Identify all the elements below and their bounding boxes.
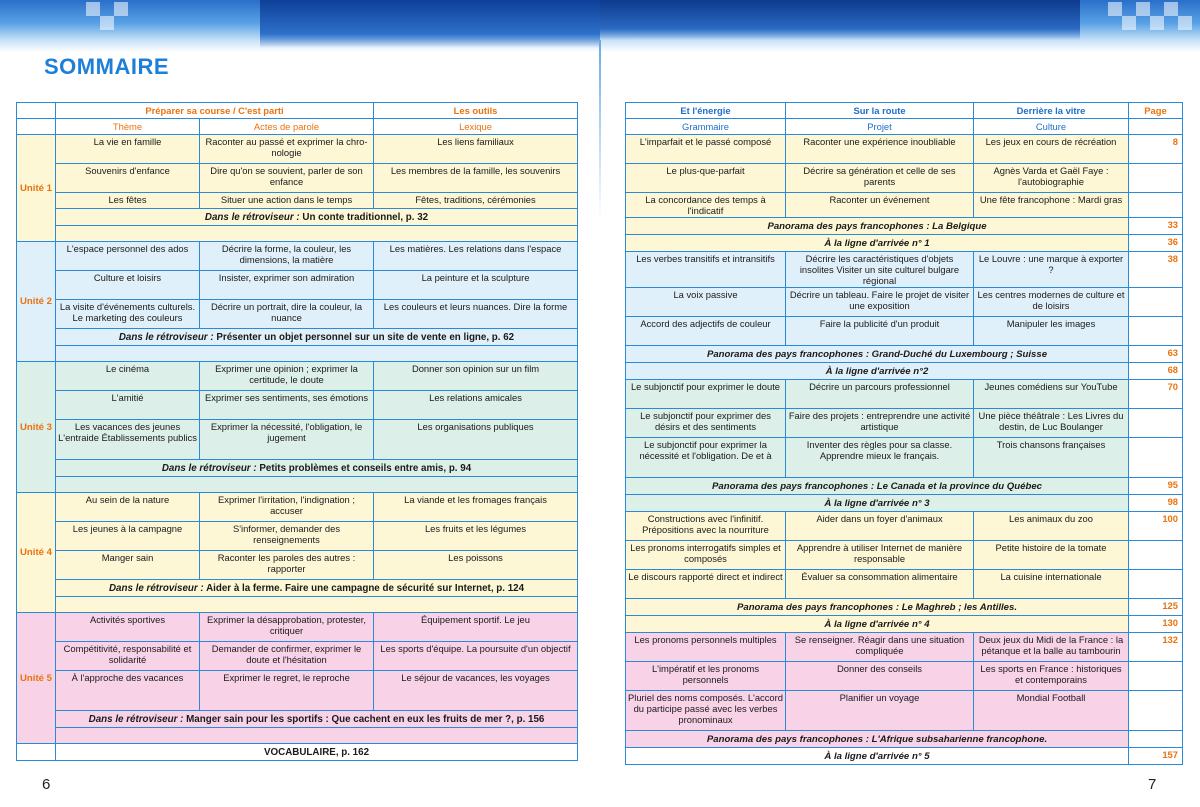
page-number: 157: [1129, 748, 1183, 765]
table-cell: Les animaux du zoo: [974, 512, 1129, 541]
col-header: Derrière la vitre: [974, 103, 1129, 119]
panorama-row: Panorama des pays francophones : Grand-Duché du Luxembourg ; Suisse: [626, 346, 1129, 363]
table-cell: Les jeunes à la campagne: [56, 522, 200, 551]
panorama-row: Panorama des pays francophones : Le Maghreb ; les Antilles.: [626, 599, 1129, 616]
page-number: 63: [1129, 346, 1183, 363]
col-header: Et l'énergie: [626, 103, 786, 119]
table-cell: Évaluer sa consommation alimentaire: [786, 570, 974, 599]
table-cell: Manipuler les images: [974, 317, 1129, 346]
table-cell: Trois chansons françaises: [974, 438, 1129, 478]
table-cell: Agnès Varda et Gaël Faye : l'autobiographie: [974, 164, 1129, 193]
table-cell: Se renseigner. Réagir dans une situation compliquée: [786, 633, 974, 662]
panorama-row: Panorama des pays francophones : La Belgique: [626, 218, 1129, 235]
table-cell: Aider dans un foyer d'animaux: [786, 512, 974, 541]
table-cell: Culture et loisirs: [56, 271, 200, 300]
panorama-row: Panorama des pays francophones : L'Afrique subsaharienne francophone.: [626, 731, 1129, 748]
page-number: 130: [1129, 616, 1183, 633]
page-number: [1129, 731, 1183, 748]
retro-row: Dans le rétroviseur : Aider à la ferme. Faire une campagne de sécurité sur Internet, p. 124: [56, 580, 578, 597]
table-cell: Raconter une expérience inoubliable: [786, 135, 974, 164]
table-cell: Le discours rapporté direct et indirect: [626, 570, 786, 599]
table-cell: À l'approche des vacances: [56, 671, 200, 711]
table-cell: Insister, exprimer son admiration: [200, 271, 374, 300]
table-cell: Au sein de la nature: [56, 493, 200, 522]
table-cell: Les relations amicales: [374, 391, 578, 420]
table-cell: Les vacances des jeunes L'entraide Établissements publics: [56, 420, 200, 460]
unit-label: Unité 2: [17, 242, 56, 362]
col-subheader: Actes de parole: [200, 119, 374, 135]
table-cell: Inventer des règles pour sa classe. Apprendre mieux le français.: [786, 438, 974, 478]
col-header: Sur la route: [786, 103, 974, 119]
col-subheader: Culture: [974, 119, 1129, 135]
page-number: 98: [1129, 495, 1183, 512]
table-cell: L'impératif et les pronoms personnels: [626, 662, 786, 691]
table-cell: Faire la publicité d'un produit: [786, 317, 974, 346]
page-number: 95: [1129, 478, 1183, 495]
table-cell: Le subjonctif pour exprimer le doute: [626, 380, 786, 409]
col-subheader: Thème: [56, 119, 200, 135]
unit-label: Unité 1: [17, 135, 56, 242]
table-cell: L'imparfait et le passé composé: [626, 135, 786, 164]
table-cell: Apprendre à utiliser Internet de manière responsable: [786, 541, 974, 570]
table-cell: Les pronoms interrogatifs simples et composés: [626, 541, 786, 570]
table-cell: Les sports en France : historiques et contemporains: [974, 662, 1129, 691]
retro-row: Dans le rétroviseur : Présenter un objet personnel sur un site de vente en ligne, p. 62: [56, 329, 578, 346]
col-header: Préparer sa course / C'est parti: [56, 103, 374, 119]
table-cell: Mondial Football: [974, 691, 1129, 731]
arrivee-row: À la ligne d'arrivée n° 1: [626, 235, 1129, 252]
table-cell: La voix passive: [626, 288, 786, 317]
table-cell: Donner des conseils: [786, 662, 974, 691]
table-cell: Les liens familiaux: [374, 135, 578, 164]
table-cell: Les fruits et les légumes: [374, 522, 578, 551]
arrivee-row: À la ligne d'arrivée n° 5: [626, 748, 1129, 765]
table-cell: Les poissons: [374, 551, 578, 580]
table-cell: Décrire un parcours professionnel: [786, 380, 974, 409]
table-cell: S'informer, demander des renseignements: [200, 522, 374, 551]
table-cell: Constructions avec l'infinitif. Prépositions avec la nourriture: [626, 512, 786, 541]
table-cell: Décrire un tableau. Faire le projet de visiter une exposition: [786, 288, 974, 317]
table-cell: La visite d'événements culturels. Le marketing des couleurs: [56, 300, 200, 329]
unit-label: Unité 5: [17, 613, 56, 744]
vocabulary-row: VOCABULAIRE, p. 162: [56, 744, 578, 761]
table-cell: Planifier un voyage: [786, 691, 974, 731]
table-cell: Exprimer la nécessité, l'obligation, le jugement: [200, 420, 374, 460]
table-cell: Le séjour de vacances, les voyages: [374, 671, 578, 711]
table-cell: Souvenirs d'enfance: [56, 164, 200, 193]
table-cell: Raconter au passé et exprimer la chro-nologie: [200, 135, 374, 164]
table-cell: Activités sportives: [56, 613, 200, 642]
table-cell: Les sports d'équipe. La poursuite d'un objectif: [374, 642, 578, 671]
table-cell: Décrire sa génération et celle de ses parents: [786, 164, 974, 193]
table-cell: La cuisine internationale: [974, 570, 1129, 599]
table-cell: Petite histoire de la tomate: [974, 541, 1129, 570]
right-summary-table: [625, 102, 1183, 765]
table-cell: Les matières. Les relations dans l'espace: [374, 242, 578, 271]
table-cell: Le cinéma: [56, 362, 200, 391]
page-number: 33: [1129, 218, 1183, 235]
col-header-page: Page: [1129, 103, 1183, 119]
page-number: 70: [1129, 380, 1183, 409]
col-subheader: Lexique: [374, 119, 578, 135]
table-cell: Accord des adjectifs de couleur: [626, 317, 786, 346]
table-cell: Exprimer une opinion ; exprimer la certitude, le doute: [200, 362, 374, 391]
page-number: 68: [1129, 363, 1183, 380]
retro-row: Dans le rétroviseur : Petits problèmes et conseils entre amis, p. 94: [56, 460, 578, 477]
table-cell: La concordance des temps à l'indicatif: [626, 193, 786, 218]
retro-row: Dans le rétroviseur : Manger sain pour les sportifs : Que cachent en eux les fruits de mer ?, p. 156: [56, 711, 578, 728]
table-cell: Pluriel des noms composés. L'accord du participe passé avec les verbes pronominaux: [626, 691, 786, 731]
left-summary-table: [16, 102, 578, 761]
table-cell: Les fêtes: [56, 193, 200, 209]
table-cell: Faire des projets : entreprendre une activité artistique: [786, 409, 974, 438]
table-cell: Exprimer le regret, le reproche: [200, 671, 374, 711]
page-title: SOMMAIRE: [44, 54, 169, 79]
table-cell: Le plus-que-parfait: [626, 164, 786, 193]
arrivee-row: À la ligne d'arrivée n° 4: [626, 616, 1129, 633]
col-subheader: Projet: [786, 119, 974, 135]
table-cell: Raconter les paroles des autres : rapporter: [200, 551, 374, 580]
table-cell: Le subjonctif pour exprimer la nécessité et l'obligation. De et à: [626, 438, 786, 478]
table-cell: Les couleurs et leurs nuances. Dire la forme: [374, 300, 578, 329]
table-cell: Les pronoms personnels multiples: [626, 633, 786, 662]
col-subheader: Grammaire: [626, 119, 786, 135]
arrivee-row: À la ligne d'arrivée n°2: [626, 363, 1129, 380]
table-cell: Les jeux en cours de récréation: [974, 135, 1129, 164]
table-cell: Fêtes, traditions, cérémonies: [374, 193, 578, 209]
table-cell: Décrire les caractéristiques d'objets insolites Visiter un site culturel bulgare régional: [786, 252, 974, 288]
table-cell: Demander de confirmer, exprimer le doute et l'hésitation: [200, 642, 374, 671]
unit-label: Unité 3: [17, 362, 56, 493]
table-cell: Les centres modernes de culture et de loisirs: [974, 288, 1129, 317]
table-cell: Le Louvre : une marque à exporter ?: [974, 252, 1129, 288]
page-fold: [599, 40, 601, 220]
table-cell: L'amitié: [56, 391, 200, 420]
page-number-right: 7: [1148, 776, 1157, 793]
retro-row: Dans le rétroviseur : Un conte traditionnel, p. 32: [56, 209, 578, 226]
table-cell: Compétitivité, responsabilité et solidarité: [56, 642, 200, 671]
table-cell: Les organisations publiques: [374, 420, 578, 460]
table-cell: Décrire un portrait, dire la couleur, la nuance: [200, 300, 374, 329]
table-cell: Exprimer la désapprobation, protester, critiquer: [200, 613, 374, 642]
col-header: Les outils: [374, 103, 578, 119]
page-number: 36: [1129, 235, 1183, 252]
page-number: 38: [1129, 252, 1183, 288]
arrivee-row: À la ligne d'arrivée n° 3: [626, 495, 1129, 512]
page-number: 8: [1129, 135, 1183, 164]
table-cell: Les verbes transitifs et intransitifs: [626, 252, 786, 288]
table-cell: Exprimer l'irritation, l'indignation ; accuser: [200, 493, 374, 522]
table-cell: Décrire la forme, la couleur, les dimensions, la matière: [200, 242, 374, 271]
table-cell: L'espace personnel des ados: [56, 242, 200, 271]
table-cell: Les membres de la famille, les souvenirs: [374, 164, 578, 193]
table-cell: Donner son opinion sur un film: [374, 362, 578, 391]
table-cell: Équipement sportif. Le jeu: [374, 613, 578, 642]
table-cell: Jeunes comédiens sur YouTube: [974, 380, 1129, 409]
page-number: 132: [1129, 633, 1183, 662]
table-cell: La vie en famille: [56, 135, 200, 164]
table-cell: Situer une action dans le temps: [200, 193, 374, 209]
table-cell: Une fête francophone : Mardi gras: [974, 193, 1129, 218]
table-cell: La peinture et la sculpture: [374, 271, 578, 300]
unit-label: Unité 4: [17, 493, 56, 613]
table-cell: Une pièce théâtrale : Les Livres du destin, de Luc Boulanger: [974, 409, 1129, 438]
page-number: 100: [1129, 512, 1183, 541]
table-cell: Deux jeux du Midi de la France : la pétanque et la balle au tambourin: [974, 633, 1129, 662]
table-cell: Dire qu'on se souvient, parler de son enfance: [200, 164, 374, 193]
table-cell: La viande et les fromages français: [374, 493, 578, 522]
table-cell: Manger sain: [56, 551, 200, 580]
page-number-left: 6: [42, 776, 51, 793]
table-cell: Raconter un événement: [786, 193, 974, 218]
panorama-row: Panorama des pays francophones : Le Canada et la province du Québec: [626, 478, 1129, 495]
table-cell: Le subjonctif pour exprimer des désirs et des sentiments: [626, 409, 786, 438]
page-number: 125: [1129, 599, 1183, 616]
table-cell: Exprimer ses sentiments, ses émotions: [200, 391, 374, 420]
